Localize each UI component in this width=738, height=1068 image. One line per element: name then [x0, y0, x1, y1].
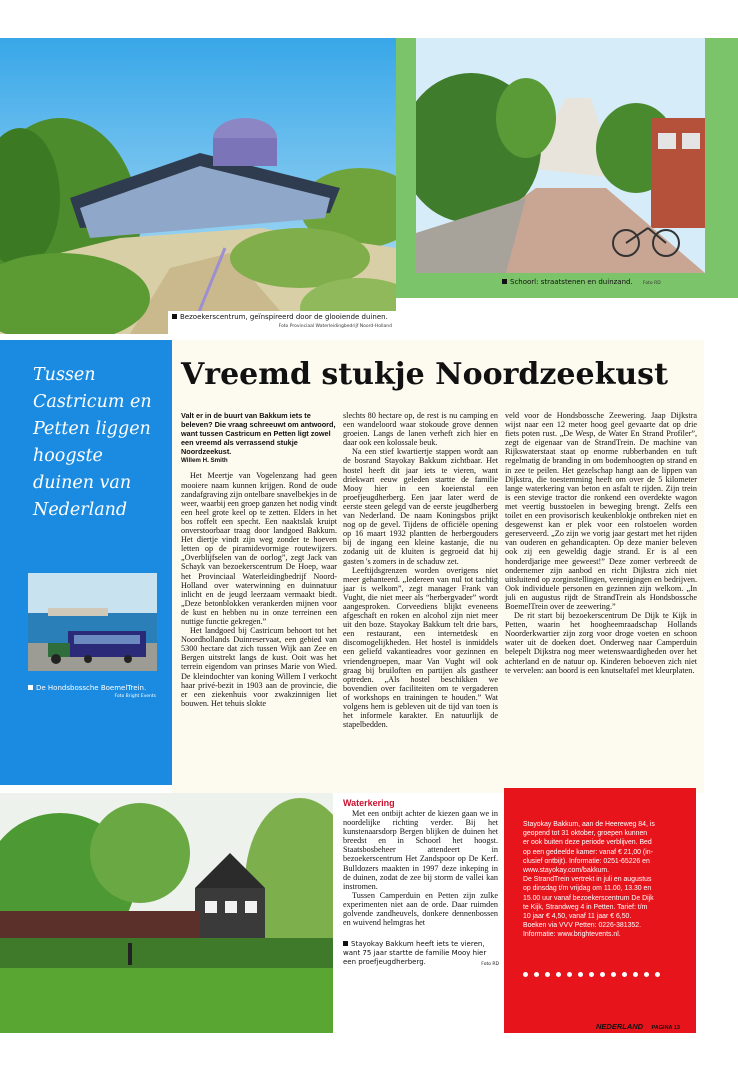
article-paragraph: Het landgoed bij Castricum behoort tot het Noordhollands Duinreservaat, een gebied van 5300 hectare dat zich tussen Wijk aan Zee en Bergen uitstrekt langs de kust. Ooit was het terrein eigendom van prinses Marie von Wied. De kleindochter van koning Willem I verkocht haar privé-bezit in 1903 aan de provincie, die er een ziekenhuis voor zwakzinnigen liet bouwen. Het tehuis slokte [181, 626, 337, 708]
dot-icon [556, 972, 561, 977]
info-line: te Kijk, Strandweg 4 in Petten. Tarief: t/m [523, 903, 648, 911]
article-paragraph: Leeftijdsgrenzen worden overigens niet meer gehanteerd. „Iedereen van nul tot tachtig jaar is welkom”, zegt manager Frank van Vught, die niet meer als “herbergvader” wordt aangesproken. Corveediens blijkt eveneens afgeschaft en roken en alcohol zijn niet meer uit den boze. Stayokay Bakkum telt drie bars, een restaurant, een internetdesk en discomogelijkheden. Het hostel is inmiddels een geliefd vakantieadres voor gezinnen en vriendengroepen, maar Van Vught wil ook graag bij bruiloften en partijen als gastheer optreden. „Als hostel beschikken we bovendien over faciliteiten om te vergaderen of workshops en trainingen te houden.” Wat volgens hem is gebleven uit de tijd van toen is het informele karakter. En natuurlijk de stapelbedden. [343, 565, 498, 730]
info-line: De StrandTrein vertrekt in juli en augustus [523, 876, 652, 884]
pull-quote-line: Nederland [33, 500, 128, 520]
caption-square-icon [343, 941, 348, 946]
article-paragraph: Het Meertje van Vogelenzang had geen mooiere naam kunnen krijgen. Rond de oude zandafgraving zijn ontelbare snavelbekjes in de weer, waarbij een groep ganzen het nodig vindt een heel grote keel op te zetten. Elders in het bos roffelt een specht. Een naaktslak kruipt onverstoorbaar traag door landgoed Bakkum. Het diertje vindt zijn weg zonder te hoeven letten op de piramidevormige routewijzers. „Overblijfselen van de oorlog”, zegt Jack van Schayk van bezoekerscentrum De Hoep, waar het Provinciaal Waterleidingbedrijf Noord-Holland over waterwinning en duinnatuur inlicht en de jeugd leerzaam vermaakt biedt. „Deze betonblokken verankerden mijnen voor de kust en hebben nu in onze terreinen een nuttige functie gekregen.” [181, 471, 337, 626]
dot-icon [644, 972, 649, 977]
article-column-2 [343, 411, 498, 729]
caption-boemeltrein [28, 684, 156, 701]
pull-quote [33, 362, 169, 524]
caption-square-icon [28, 685, 33, 690]
info-box-text [523, 820, 695, 940]
visitor-center-illustration [0, 38, 396, 334]
caption-credit: Foto RD [642, 281, 661, 286]
caption-text: Stayokay Bakkum heeft iets te vieren, want 75 jaar startte de familie Mooy hier een proefjeugdherberg. [343, 940, 487, 967]
caption-credit: Foto RD [481, 962, 499, 968]
article-paragraph: slechts 80 hectare op, de rest is nu camping en een wandeloord waar stokoude grove dennen groeien. Langs de lanen verheft zich hier en daar ook een kolossale beuk. [343, 411, 498, 448]
info-line: op een gedeelde kamer: vanaf € 21,00 (in- [523, 848, 653, 856]
caption-schoorl [502, 278, 661, 288]
caption-credit: Foto Bright Events [114, 694, 156, 699]
article-column-2b [343, 798, 498, 927]
info-line: 15.00 uur vanaf bezoekerscentrum De Dijk [523, 894, 654, 902]
pull-quote-line: Petten liggen [33, 419, 151, 439]
photo-visitor-center [0, 38, 396, 334]
photo-schoorl [416, 38, 705, 273]
caption-text: Schoorl: straatstenen en duinzand. [510, 278, 633, 286]
subhead-waterkering: Waterkering [343, 798, 395, 808]
info-line: Boeken via VVV Petten: 0226-381352. [523, 922, 641, 930]
info-line: op dinsdag t/m vrijdag om 11.00, 13.30 en [523, 885, 652, 893]
caption-visitor-center [168, 311, 396, 334]
info-line: Informatie: www.brightevents.nl. [523, 931, 621, 939]
article-paragraph: Met een ontbijt achter de kiezen gaan we in noordelijke richting verder. Bij het kunstenaarsdorp Bergen blijken de duinen het breedst en in Schoorl het hoogst. Staatsbosbeheer attendeert in bezoekerscentrum Het Zandspoor op De Kerf. Bulldozers maakten in 1997 deze inkeping in de duinen, zodat de zee bij storm de vallei kan instromen. [343, 809, 498, 891]
dot-icon [600, 972, 605, 977]
caption-square-icon [502, 279, 507, 284]
info-line: 10 jaar € 4,50, vanaf 11 jaar € 6,50. [523, 913, 632, 921]
dot-icon [622, 972, 627, 977]
dot-icon [567, 972, 572, 977]
brand-logo: NEDERLAND [596, 1022, 644, 1031]
article-column-3 [505, 411, 697, 675]
article-author: Willem H. Smith [181, 457, 228, 465]
schoorl-street-illustration [416, 38, 705, 273]
article-lead: Valt er in de buurt van Bakkum iets te beleven? Die vraag schreeuwt om antwoord, want tussen Castricum en Petten ligt zowel een vreemd als verrassend stukje Noordzeekust. [181, 411, 336, 457]
caption-credit: Foto Provinciaal Waterleidingbedrijf Noord-Holland [278, 324, 392, 329]
article-paragraph: De rit start bij bezoekerscentrum De Dijk te Kijk in Petten, waarin het hoogheemraadschap Hollands Noorderkwartier zijn zorg voor droge voeten en schoon water uit de doeken doet. Onderweg naar Camperduin belepelt Dijkstra nog meer wetenswaardigheden over het achterland en de natuur op. Kinderen beboeven zich niet te vervelen: aan boord is een knutseltafel met kleurplaten. [505, 611, 697, 675]
dot-icon [523, 972, 528, 977]
train-illustration [28, 573, 157, 671]
article-paragraph: Na een stief kwartiertje stappen wordt aan de bosrand Stayokay Bakkum zichtbaar. Het hostel heeft dit jaar iets te vieren, want driekwart eeuw geleden startte de familie Mooy hier in een koeienstal een proefjeugdherberg. Een jaar later werd de eerste steen gelegd van de eerste jeugdherberg van Nederland. De naam Koningsbos prijkt nog op de gevel. Tijdens de officiële opening op 16 maart 1932 plantten de herbergouders bij de ingang een kleine kastanje, die nu zodanig uit de kluiten is gegroeid dat hij gasten 's zomers in de schaduw zet. [343, 447, 498, 566]
dot-icon [589, 972, 594, 977]
pull-quote-line: duinen van [33, 473, 132, 493]
article-paragraph: veld voor de Hondsbossche Zeewering. Jaap Dijkstra wijst naar een 12 meter hoog geel gevaarte dat op drie fiets poten rust. „De Wesp, de Water En Strand Profiler”, zegt de eigenaar van de StrandTrein. De machine van Rijkswaterstaat staat op enorme rubberbanden en tuft regelmatig de branding in om bodemhoogten op strand en in zee te peilen. Het gezelschap hangt aan de lippen van Dijkstra, die toestemming heeft om over de 5 kilometer lange waterkering van beton en asfalt te rijden. Zijn trein is een stevige tractor die ronkend een overdekte wagon met veertig busstoelen in beweging brengt. Zelfs een toilet en een provisorisch keukenblokje ontbreken niet en desgewenst kan er plek voor een rolstoelen worden gereserveerd. „Zo zijn we vorig jaar gestart met het rijden van ouderen en gehandicapten. Op deze manier beleven ook zij een geweldig dagje strand. Er is al een honderdjarige mee geweest!” Deze zomer verbreedt de ondernemer zijn aanbod en richt Dijkstra zich niet uitsluitend op zorginstellingen, verenigingen en bedrijven. Ook individuele personen en gezinnen zijn welkom. „In juli en augustus rijdt de StrandTrein als Hondsbossche BoemelTrein over de zeewering.” [505, 411, 697, 611]
info-line: clusief ontbijt). Informatie: 0251-65226 en [523, 857, 650, 865]
caption-text: De Hondsbossche BoemelTrein. [36, 684, 147, 692]
dot-icon [611, 972, 616, 977]
caption-square-icon [172, 314, 177, 319]
info-line: www.stayokay.com/bakkum. [523, 867, 610, 875]
info-line: Stayokay Bakkum, aan de Heereweg 84, is [523, 821, 655, 828]
dot-icon [655, 972, 660, 977]
info-line: geopend tot 31 oktober, groepen kunnen [523, 830, 648, 838]
headline: Vreemd stukje Noordzeekust [181, 357, 668, 392]
pull-quote-line: Tussen [33, 365, 96, 385]
info-line: er ook buiten deze periode verblijven. Bed [523, 839, 652, 847]
hostel-illustration [0, 793, 333, 1033]
photo-stayokay-bakkum [0, 793, 333, 1033]
article-column-1 [181, 411, 337, 708]
caption-text: Bezoekerscentrum, geïnspireerd door de glooiende duinen. [180, 313, 388, 321]
page-footer [596, 1016, 680, 1034]
dot-icon [534, 972, 539, 977]
page-number: PAGINA 13 [651, 1025, 680, 1031]
dot-icon [578, 972, 583, 977]
info-box-dots [523, 962, 666, 981]
dot-icon [633, 972, 638, 977]
pull-quote-line: Castricum en [33, 392, 152, 412]
article-paragraph: Tussen Camperduin en Petten zijn zulke experimenten niet aan de orde. Daar ruimden golvende zandheuvels, donkere dennenbossen en wuivend helmgras het [343, 890, 498, 928]
pull-quote-line: hoogste [33, 446, 103, 466]
dot-icon [545, 972, 550, 977]
caption-stayokay [343, 940, 499, 970]
photo-boemeltrein [28, 573, 157, 671]
